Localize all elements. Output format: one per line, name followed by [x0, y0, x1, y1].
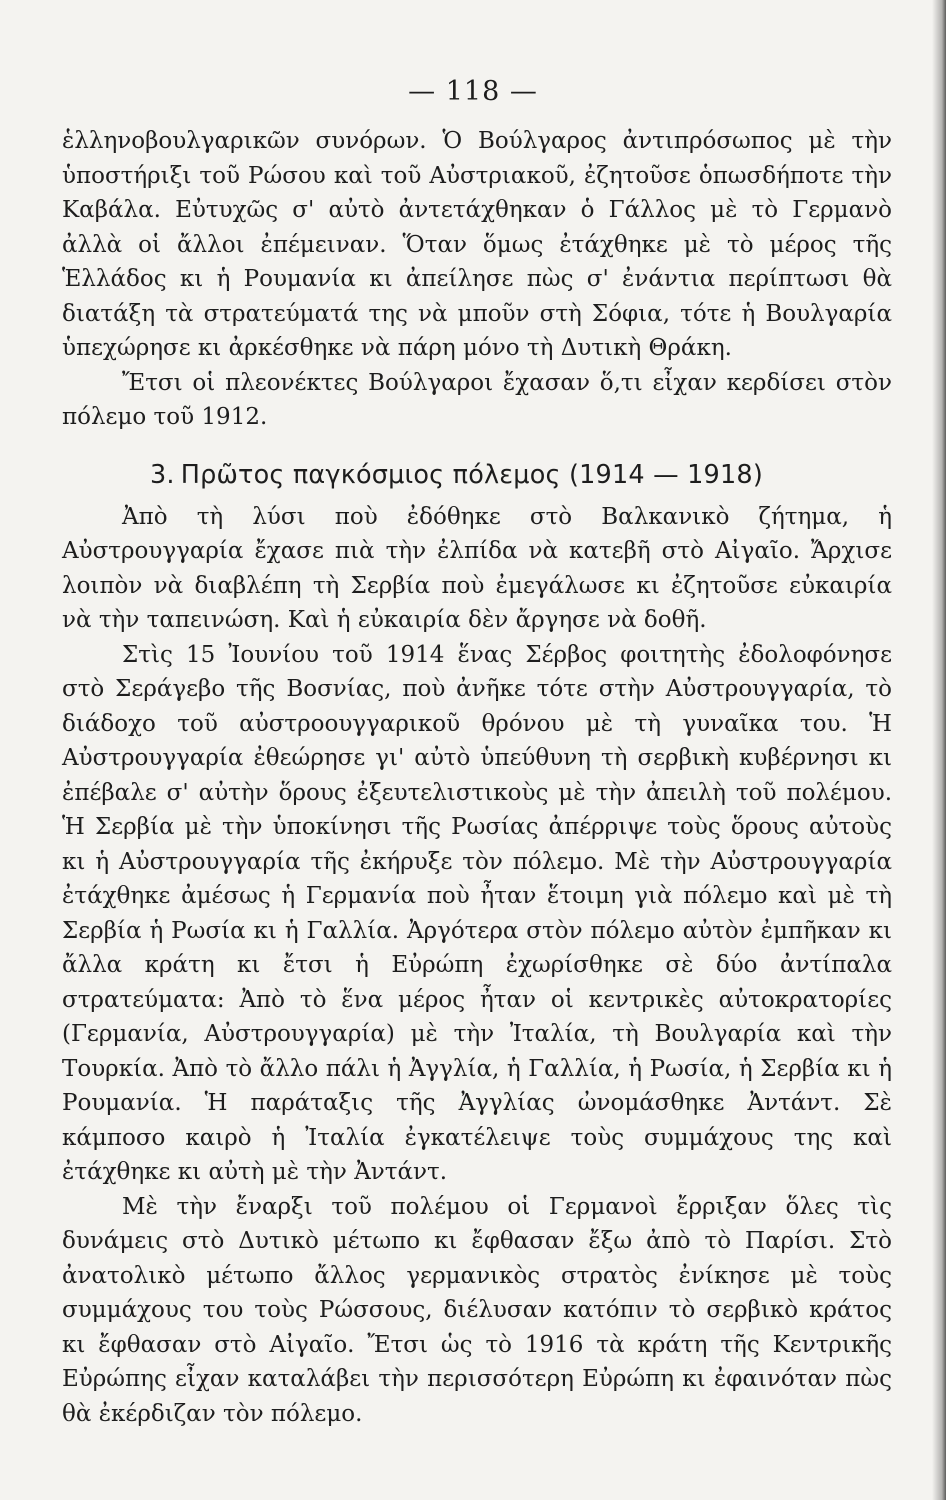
page-edge-shadow	[932, 0, 946, 1500]
paragraph-continuation: ἑλληνοβουλγαρικῶν συνόρων. Ὁ Βούλγαρος ἀντιπρόσωπος μὲ τὴν ὑποστήριξι τοῦ Ρώσου καὶ τοῦ Αὐστριακοῦ, ἐζητοῦσε ὁπωσδήποτε τὴν Καβάλα. Εὐτυχῶς σ' αὐτὸ ἀντετάχθηκαν ὁ Γάλλος μὲ τὸ Γερμανὸ ἀλλὰ οἱ ἄλλοι ἐπέμειναν. Ὅταν ὅμως ἐτάχθηκε μὲ τὸ μέρος τῆς Ἑλλάδος κι ἡ Ρουμανία κι ἀπείλησε πὼς σ' ἐνάντια περίπτωσι θὰ διατάξη τὰ στρατεύματά της νὰ μποῦν στὴ Σόφια, τότε ἡ Βουλγαρία ὑπεχώρησε κι ἀρκέσθηκε νὰ πάρη μόνο τὴ Δυτικὴ Θράκη.	[62, 128, 892, 361]
section-title: Πρῶτος παγκόσμιος πόλεμος (1914 — 1918)	[180, 459, 763, 490]
paragraph: Στὶς 15 Ἰουνίου τοῦ 1914 ἕνας Σέρβος φοιτητὴς ἐδολοφόνησε στὸ Σεράγεβο τῆς Βοσνίας, ποὺ ἀνῆκε τότε στὴν Αὐστρουγγαρία, τὸ διάδοχο τοῦ αὐστροουγγαρικοῦ θρόνου μὲ τὴ γυναῖκα του. Ἡ Αὐστρουγγαρία ἐθεώρησε γι' αὐτὸ ὑπεύθυνη τὴ σερβικὴ κυβέρνησι κι ἐπέβαλε σ' αὐτὴν ὅρους ἐξευτελιστικοὺς μὲ τὴν ἀπειλὴ τοῦ πολέμου. Ἡ Σερβία μὲ τὴν ὑποκίνησι τῆς Ρωσίας ἀπέρριψε τοὺς ὅρους αὐτοὺς κι ἡ Αὐστρουγγαρία τῆς ἐκήρυξε τὸν πόλεμο. Μὲ τὴν Αὐστρουγγαρία ἐτάχθηκε ἀμέσως ἡ Γερμανία ποὺ ἦταν ἕτοιμη γιὰ πόλεμο καὶ μὲ τὴ Σερβία ἡ Ρωσία κι ἡ Γαλλία. Ἀργότερα στὸν πόλεμο αὐτὸν ἐμπῆκαν κι ἄλλα κράτη κι ἔτσι ἡ Εὐρώπη ἐχωρίσθηκε σὲ δύο ἀντίπαλα στρατεύματα: Ἀπὸ τὸ ἕνα μέρος ἦταν οἱ κεντρικὲς αὐτοκρατορίες (Γερμανία, Αὐστρουγγαρία) μὲ τὴν Ἰταλία, τὴ Βουλγαρία καὶ τὴν Τουρκία. Ἀπὸ τὸ ἄλλο πάλι ἡ Ἀγγλία, ἡ Γαλλία, ἡ Ρωσία, ἡ Σερβία κι ἡ Ρουμανία. Ἡ παράταξις τῆς Ἀγγλίας ὠνομάσθηκε Ἀντάντ. Σὲ κάμποσο καιρὸ ἡ Ἰταλία ἐγκατέλειψε τοὺς συμμάχους της καὶ ἐτάχθηκε κι αὐτὴ μὲ τὴν Ἀντάντ.	[62, 641, 892, 1185]
paragraph: Ἀπὸ τὴ λύσι ποὺ ἐδόθηκε στὸ Βαλκανικὸ ζήτημα, ἡ Αὐστρουγγαρία ἔχασε πιὰ τὴν ἐλπίδα νὰ κατεβῆ στὸ Αἰγαῖο. Ἄρχισε λοιπὸν νὰ διαβλέπη τὴ Σερβία ποὺ ἐμεγάλωσε κι ἐζητοῦσε εὐκαιρία νὰ τὴν ταπεινώση. Καὶ ἡ εὐκαιρία δὲν ἄργησε νὰ δοθῆ.	[62, 503, 892, 633]
section-heading	[150, 458, 892, 492]
section-number: 3.	[150, 459, 175, 490]
page-number: — 118 —	[408, 76, 538, 107]
paragraph: Μὲ τὴν ἔναρξι τοῦ πολέμου οἱ Γερμανοὶ ἔρριξαν ὅλες τὶς δυνάμεις στὸ Δυτικὸ μέτωπο κι ἔφθασαν ἔξω ἀπὸ τὸ Παρίσι. Στὸ ἀνατολικὸ μέτωπο ἄλλος γερμανικὸς στρατὸς ἐνίκησε μὲ τοὺς συμμάχους του τοὺς Ρώσσους, διέλυσαν κατόπιν τὸ σερβικὸ κράτος κι ἔφθασαν στὸ Αἰγαῖο. Ἔτσι ὡς τὸ 1916 τὰ κράτη τῆς Κεντρικῆς Εὐρώπης εἶχαν καταλάβει τὴν περισσότερη Εὐρώπη κι ἐφαινόταν πὼς θὰ ἐκέρδιζαν τὸν πόλεμο.	[62, 1193, 892, 1427]
page-body	[62, 124, 892, 1431]
paragraph: Ἔτσι οἱ πλεονέκτες Βούλγαροι ἔχασαν ὅ,τι εἶχαν κερδίσει στὸν πόλεμο τοῦ 1912.	[62, 369, 892, 430]
